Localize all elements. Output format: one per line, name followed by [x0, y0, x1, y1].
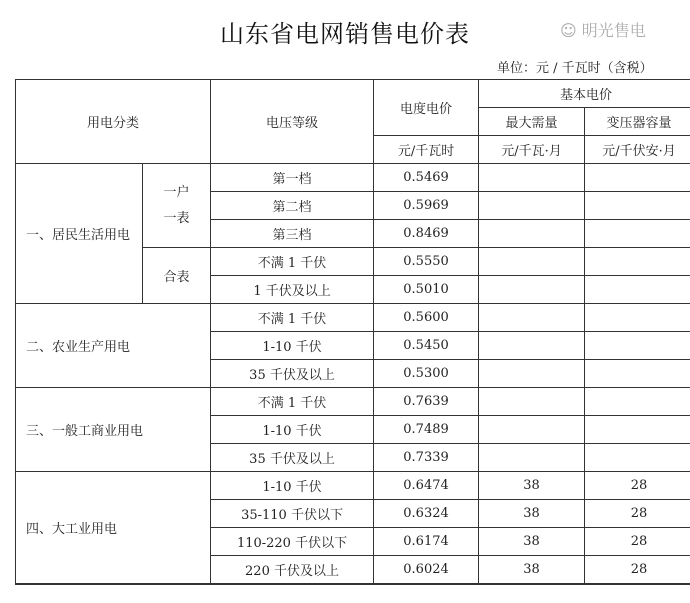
header-energy-unit: 元/千瓦时	[374, 136, 479, 164]
voltage-cell: 1-10 千伏	[211, 472, 374, 500]
empty-cell	[479, 220, 585, 248]
capacity-cell: 28	[585, 472, 690, 500]
table-row	[16, 164, 690, 192]
voltage-cell: 不满 1 千伏	[211, 304, 374, 332]
price-cell: 0.5450	[374, 332, 479, 360]
empty-cell	[479, 360, 585, 388]
category-industrial: 四、大工业用电	[16, 472, 211, 585]
price-cell: 0.6324	[374, 500, 479, 528]
price-cell: 0.6474	[374, 472, 479, 500]
empty-cell	[585, 304, 690, 332]
unit-note: 单位：元 / 千瓦时（含税）	[497, 61, 653, 76]
empty-cell	[585, 360, 690, 388]
price-cell: 0.5469	[374, 164, 479, 192]
empty-cell	[479, 164, 585, 192]
header-transformer-unit: 元/千伏安·月	[585, 136, 690, 164]
voltage-cell: 1-10 千伏	[211, 416, 374, 444]
header-energy-price: 电度电价	[374, 80, 479, 136]
category-agriculture: 二、农业生产用电	[16, 304, 211, 388]
demand-cell: 38	[479, 556, 585, 585]
empty-cell	[479, 416, 585, 444]
voltage-cell: 第一档	[211, 164, 374, 192]
subcategory-one-meter: 一户一表	[163, 184, 190, 226]
empty-cell	[479, 304, 585, 332]
price-cell: 0.5300	[374, 360, 479, 388]
empty-cell	[585, 192, 690, 220]
price-cell: 0.6174	[374, 528, 479, 556]
watermark-text: 明光售电	[581, 21, 646, 40]
watermark	[560, 18, 646, 41]
voltage-cell: 35 千伏及以上	[211, 360, 374, 388]
empty-cell	[585, 220, 690, 248]
voltage-cell: 不满 1 千伏	[211, 388, 374, 416]
empty-cell	[585, 248, 690, 276]
price-table	[15, 79, 690, 585]
voltage-cell: 1-10 千伏	[211, 332, 374, 360]
category-commercial: 三、一般工商业用电	[16, 388, 211, 472]
price-cell: 0.6024	[374, 556, 479, 585]
header-basic-price: 基本电价	[479, 80, 690, 108]
header-transformer: 变压器容量	[585, 108, 690, 136]
price-cell: 0.5010	[374, 276, 479, 304]
category-residential: 一、居民生活用电	[16, 164, 143, 304]
page-title: 山东省电网销售电价表	[220, 20, 470, 48]
subcategory-one-meter-cell	[143, 164, 211, 248]
capacity-cell: 28	[585, 556, 690, 585]
empty-cell	[585, 416, 690, 444]
wechat-icon: ☺	[560, 21, 582, 40]
demand-cell: 38	[479, 500, 585, 528]
price-cell: 0.7639	[374, 388, 479, 416]
price-cell: 0.7339	[374, 444, 479, 472]
empty-cell	[479, 276, 585, 304]
capacity-cell: 28	[585, 500, 690, 528]
table-row	[16, 304, 690, 332]
empty-cell	[479, 192, 585, 220]
price-cell: 0.7489	[374, 416, 479, 444]
empty-cell	[479, 248, 585, 276]
empty-cell	[585, 444, 690, 472]
demand-cell: 38	[479, 472, 585, 500]
empty-cell	[479, 444, 585, 472]
header-max-demand: 最大需量	[479, 108, 585, 136]
empty-cell	[585, 164, 690, 192]
price-cell: 0.5550	[374, 248, 479, 276]
voltage-cell: 1 千伏及以上	[211, 276, 374, 304]
empty-cell	[585, 332, 690, 360]
voltage-cell: 第三档	[211, 220, 374, 248]
subcategory-combined: 合表	[143, 248, 211, 304]
empty-cell	[479, 332, 585, 360]
demand-cell: 38	[479, 528, 585, 556]
price-cell: 0.5969	[374, 192, 479, 220]
header-voltage: 电压等级	[211, 80, 374, 164]
voltage-cell: 220 千伏及以上	[211, 556, 374, 585]
table-row	[16, 472, 690, 500]
price-cell: 0.5600	[374, 304, 479, 332]
voltage-cell: 35-110 千伏以下	[211, 500, 374, 528]
header-category: 用电分类	[16, 80, 211, 164]
empty-cell	[585, 388, 690, 416]
price-cell: 0.8469	[374, 220, 479, 248]
empty-cell	[585, 276, 690, 304]
voltage-cell: 35 千伏及以上	[211, 444, 374, 472]
empty-cell	[479, 388, 585, 416]
voltage-cell: 不满 1 千伏	[211, 248, 374, 276]
voltage-cell: 第二档	[211, 192, 374, 220]
header-demand-unit: 元/千瓦·月	[479, 136, 585, 164]
voltage-cell: 110-220 千伏以下	[211, 528, 374, 556]
table-row	[16, 388, 690, 416]
capacity-cell: 28	[585, 528, 690, 556]
